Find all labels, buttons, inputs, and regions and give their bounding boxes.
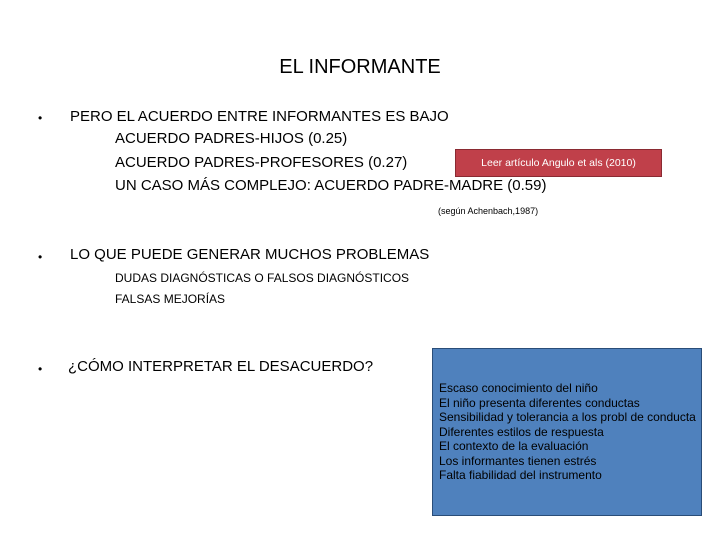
reason-item: Sensibilidad y tolerancia a los probl de conducta — [439, 410, 696, 424]
reason-item: El contexto de la evaluación — [439, 439, 589, 453]
reason-item: El niño presenta diferentes conductas — [439, 395, 640, 410]
section2-heading: LO QUE PUEDE GENERAR MUCHOS PROBLEMAS — [70, 246, 430, 263]
section1-item-2: ACUERDO PADRES-PROFESORES (0.27) — [115, 154, 408, 171]
reasons-box — [432, 348, 702, 516]
bullet-1: • — [38, 111, 43, 125]
bullet-2: • — [38, 250, 43, 264]
article-note-text: Leer artículo Angulo et als (2010) — [481, 157, 636, 169]
reason-item: Escaso conocimiento del niño — [439, 381, 598, 395]
section3-heading: ¿CÓMO INTERPRETAR EL DESACUERDO? — [68, 358, 374, 375]
reason-item: Los informantes tienen estrés — [439, 453, 597, 468]
reason-item: Falta fiabilidad del instrumento — [439, 468, 602, 482]
section1-heading: PERO EL ACUERDO ENTRE INFORMANTES ES BAJO — [70, 108, 449, 125]
slide-title: EL INFORMANTE — [279, 56, 441, 78]
section2-item-1: DUDAS DIAGNÓSTICAS O FALSOS DIAGNÓSTICOS — [115, 271, 410, 285]
section1-item-1: ACUERDO PADRES-HIJOS (0.25) — [115, 130, 348, 147]
section2-item-2: FALSAS MEJORÍAS — [115, 292, 226, 306]
reason-item: Diferentes estilos de respuesta — [439, 424, 604, 439]
source-citation: (según Achenbach,1987) — [438, 206, 539, 216]
bullet-3: • — [38, 362, 43, 376]
article-note-box — [455, 149, 662, 177]
section1-item-3: UN CASO MÁS COMPLEJO: ACUERDO PADRE-MADRE (0.59) — [115, 177, 547, 194]
